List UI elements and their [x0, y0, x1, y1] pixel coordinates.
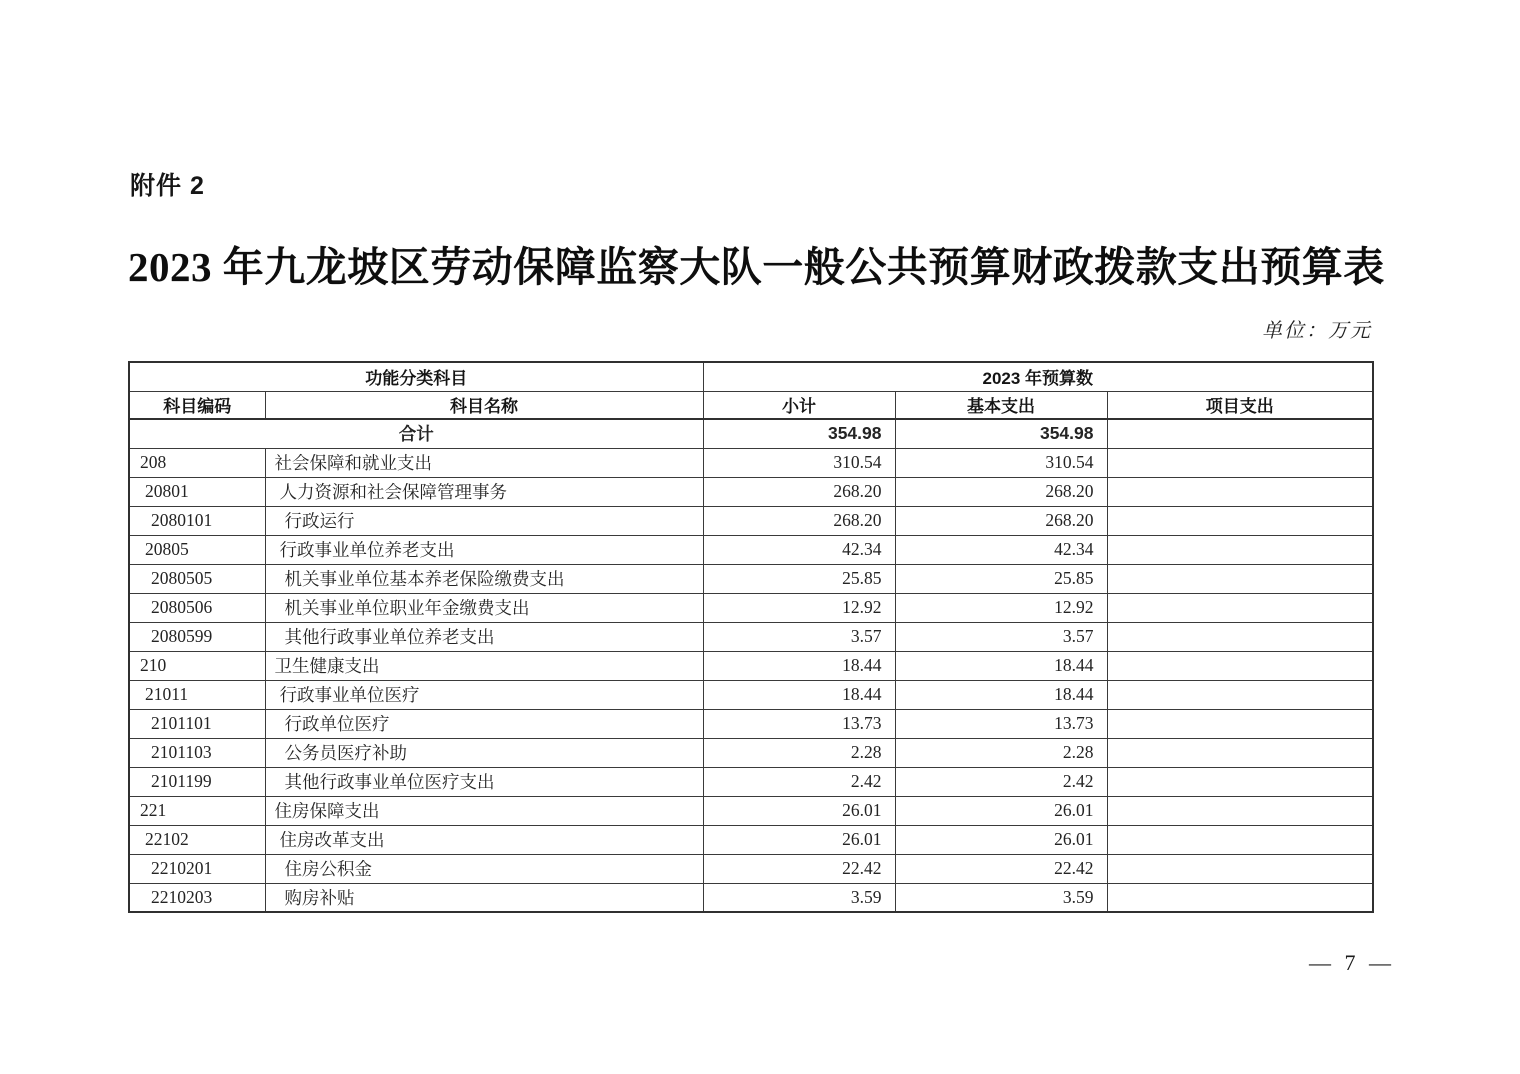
row-project-cell — [1107, 883, 1373, 912]
row-code-cell: 2101199 — [129, 767, 265, 796]
row-subtotal-cell: 2.42 — [703, 767, 895, 796]
row-code-cell: 210 — [129, 651, 265, 680]
row-name-cell: 行政事业单位养老支出 — [265, 535, 703, 564]
row-basic-cell: 22.42 — [895, 854, 1107, 883]
row-subtotal-cell: 18.44 — [703, 651, 895, 680]
row-basic-cell: 3.57 — [895, 622, 1107, 651]
row-name-cell: 机关事业单位职业年金缴费支出 — [265, 593, 703, 622]
row-basic-cell: 18.44 — [895, 680, 1107, 709]
row-subtotal-cell: 310.54 — [703, 448, 895, 477]
table-header-group-row — [129, 362, 1373, 391]
row-name-cell: 行政事业单位医疗 — [265, 680, 703, 709]
table-row — [129, 535, 1373, 564]
attachment-label: 附件 2 — [130, 172, 205, 200]
row-basic-cell: 3.59 — [895, 883, 1107, 912]
row-project-cell — [1107, 651, 1373, 680]
table-row — [129, 622, 1373, 651]
row-basic-cell: 310.54 — [895, 448, 1107, 477]
row-name-cell: 行政单位医疗 — [265, 709, 703, 738]
table-row — [129, 651, 1373, 680]
row-name-cell: 行政运行 — [265, 506, 703, 535]
row-code-cell: 22102 — [129, 825, 265, 854]
row-project-cell — [1107, 564, 1373, 593]
row-subtotal-cell: 3.57 — [703, 622, 895, 651]
row-name-cell: 人力资源和社会保障管理事务 — [265, 477, 703, 506]
row-code-cell: 21011 — [129, 680, 265, 709]
table-row — [129, 506, 1373, 535]
row-basic-cell: 268.20 — [895, 477, 1107, 506]
total-subtotal-value: 354.98 — [703, 419, 895, 448]
table-row — [129, 796, 1373, 825]
row-project-cell — [1107, 825, 1373, 854]
row-subtotal-cell: 3.59 — [703, 883, 895, 912]
table-header-columns-row — [129, 391, 1373, 419]
table-body — [129, 419, 1373, 912]
unit-note: 单位：万元 — [1262, 320, 1372, 342]
table-row — [129, 825, 1373, 854]
row-project-cell — [1107, 738, 1373, 767]
row-subtotal-cell: 42.34 — [703, 535, 895, 564]
row-name-cell: 机关事业单位基本养老保险缴费支出 — [265, 564, 703, 593]
row-subtotal-cell: 26.01 — [703, 825, 895, 854]
row-project-cell — [1107, 535, 1373, 564]
table-row — [129, 854, 1373, 883]
page-title: 2023 年九龙坡区劳动保障监察大队一般公共预算财政拨款支出预算表 — [128, 244, 1385, 290]
row-code-cell: 20801 — [129, 477, 265, 506]
row-project-cell — [1107, 767, 1373, 796]
row-name-cell: 住房保障支出 — [265, 796, 703, 825]
col-header-subject-name: 科目名称 — [265, 391, 703, 419]
row-code-cell: 2101103 — [129, 738, 265, 767]
row-project-cell — [1107, 680, 1373, 709]
row-project-cell — [1107, 796, 1373, 825]
row-subtotal-cell: 12.92 — [703, 593, 895, 622]
row-subtotal-cell: 268.20 — [703, 506, 895, 535]
table-row — [129, 593, 1373, 622]
table-row — [129, 738, 1373, 767]
row-code-cell: 2210201 — [129, 854, 265, 883]
header-budget-2023: 2023 年预算数 — [703, 362, 1373, 391]
total-row — [129, 419, 1373, 448]
row-basic-cell: 13.73 — [895, 709, 1107, 738]
row-subtotal-cell: 268.20 — [703, 477, 895, 506]
row-code-cell: 208 — [129, 448, 265, 477]
row-project-cell — [1107, 622, 1373, 651]
row-name-cell: 住房公积金 — [265, 854, 703, 883]
row-project-cell — [1107, 477, 1373, 506]
row-basic-cell: 18.44 — [895, 651, 1107, 680]
header-functional-classification: 功能分类科目 — [129, 362, 703, 391]
row-code-cell: 2210203 — [129, 883, 265, 912]
row-subtotal-cell: 22.42 — [703, 854, 895, 883]
row-name-cell: 公务员医疗补助 — [265, 738, 703, 767]
row-basic-cell: 12.92 — [895, 593, 1107, 622]
table-row — [129, 564, 1373, 593]
row-basic-cell: 42.34 — [895, 535, 1107, 564]
row-basic-cell: 26.01 — [895, 825, 1107, 854]
row-project-cell — [1107, 593, 1373, 622]
row-code-cell: 2080505 — [129, 564, 265, 593]
row-name-cell: 其他行政事业单位养老支出 — [265, 622, 703, 651]
row-name-cell: 购房补贴 — [265, 883, 703, 912]
row-subtotal-cell: 26.01 — [703, 796, 895, 825]
row-project-cell — [1107, 709, 1373, 738]
row-basic-cell: 2.28 — [895, 738, 1107, 767]
table-row — [129, 767, 1373, 796]
row-subtotal-cell: 2.28 — [703, 738, 895, 767]
table-row — [129, 448, 1373, 477]
budget-table — [128, 361, 1374, 913]
row-project-cell — [1107, 506, 1373, 535]
row-code-cell: 221 — [129, 796, 265, 825]
table-row — [129, 883, 1373, 912]
row-subtotal-cell: 13.73 — [703, 709, 895, 738]
table-row — [129, 680, 1373, 709]
total-label: 合计 — [129, 419, 703, 448]
row-name-cell: 卫生健康支出 — [265, 651, 703, 680]
row-project-cell — [1107, 448, 1373, 477]
row-project-cell — [1107, 854, 1373, 883]
row-basic-cell: 268.20 — [895, 506, 1107, 535]
table-row — [129, 477, 1373, 506]
row-code-cell: 2101101 — [129, 709, 265, 738]
col-header-basic-expenditure: 基本支出 — [895, 391, 1107, 419]
row-basic-cell: 2.42 — [895, 767, 1107, 796]
col-header-subject-code: 科目编码 — [129, 391, 265, 419]
col-header-project-expenditure: 项目支出 — [1107, 391, 1373, 419]
page-number: — 7 — — [1309, 950, 1391, 975]
total-project-value — [1107, 419, 1373, 448]
row-subtotal-cell: 18.44 — [703, 680, 895, 709]
total-basic-value: 354.98 — [895, 419, 1107, 448]
row-subtotal-cell: 25.85 — [703, 564, 895, 593]
row-name-cell: 其他行政事业单位医疗支出 — [265, 767, 703, 796]
row-code-cell: 2080599 — [129, 622, 265, 651]
col-header-subtotal: 小计 — [703, 391, 895, 419]
row-code-cell: 20805 — [129, 535, 265, 564]
row-basic-cell: 26.01 — [895, 796, 1107, 825]
table-row — [129, 709, 1373, 738]
row-code-cell: 2080506 — [129, 593, 265, 622]
row-basic-cell: 25.85 — [895, 564, 1107, 593]
row-code-cell: 2080101 — [129, 506, 265, 535]
row-name-cell: 住房改革支出 — [265, 825, 703, 854]
row-name-cell: 社会保障和就业支出 — [265, 448, 703, 477]
